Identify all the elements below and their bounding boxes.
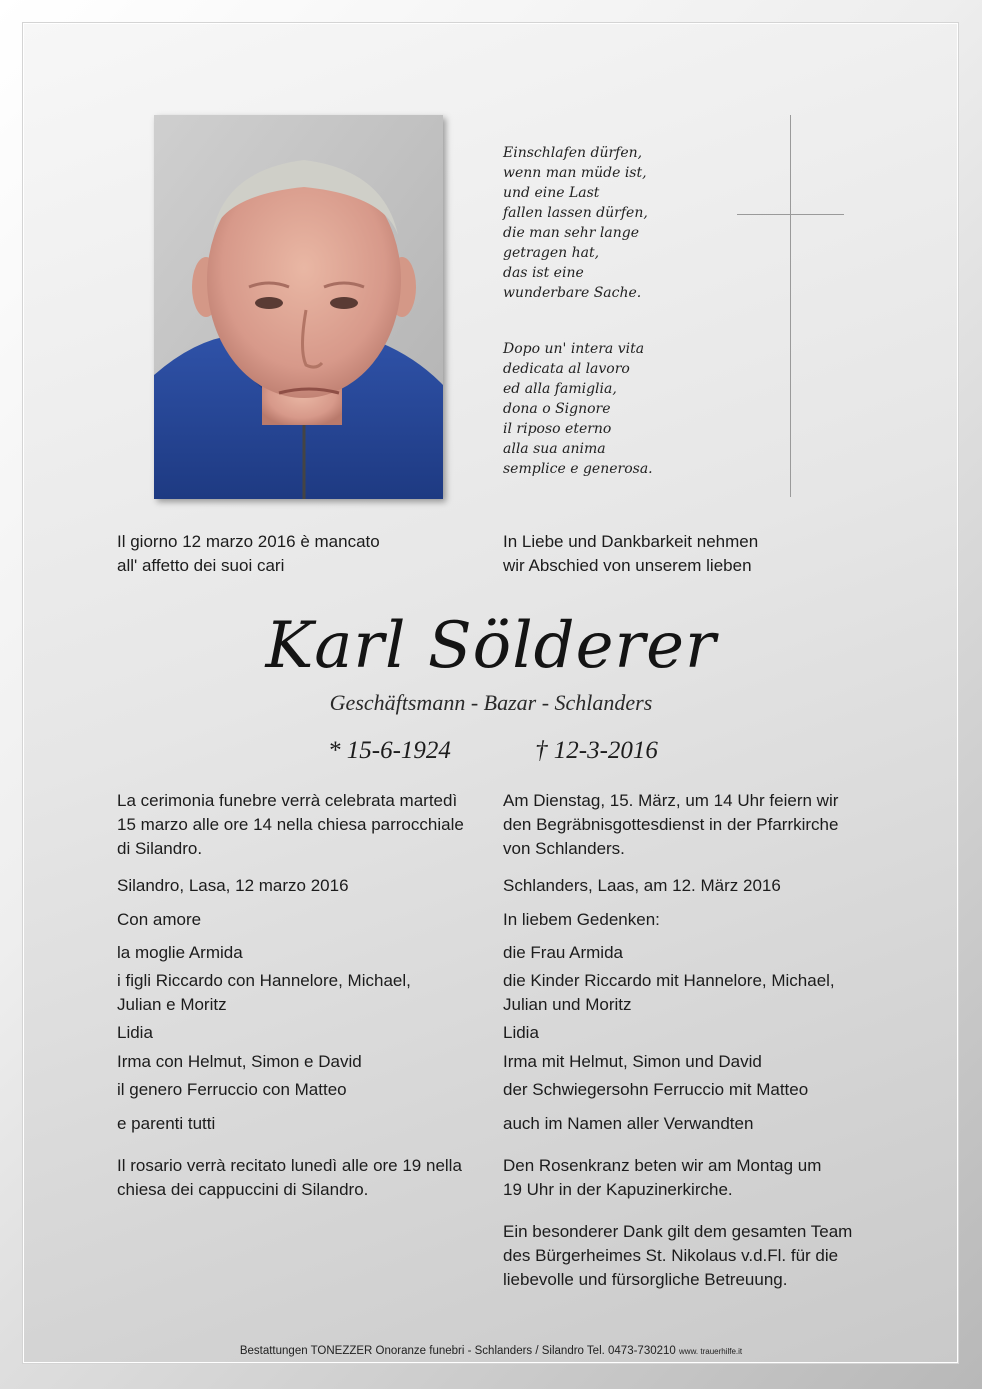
- portrait-photo: [154, 115, 443, 499]
- poem-line: getragen hat,: [503, 245, 600, 261]
- text-line: di Silandro.: [117, 839, 203, 858]
- text-line: Ein besonderer Dank gilt dem gesamten Team: [503, 1222, 853, 1241]
- poem-line: Einschlafen dürfen,: [503, 145, 643, 161]
- son-in-law-italian: il genero Ferruccio con Matteo: [117, 1080, 347, 1099]
- poem-line: und eine Last: [503, 185, 600, 201]
- intro-line: wir Abschied von unserem lieben: [503, 556, 752, 575]
- text-line: Julian e Moritz: [117, 995, 227, 1014]
- text-line: chiesa dei cappuccini di Silandro.: [117, 1180, 369, 1199]
- text-line: 19 Uhr in der Kapuzinerkirche.: [503, 1180, 733, 1199]
- greeting-italian: Con amore: [117, 910, 202, 929]
- text-line: die Kinder Riccardo mit Hannelore, Michael,: [503, 971, 835, 990]
- text-line: Julian und Moritz: [503, 995, 632, 1014]
- text-line: Am Dienstag, 15. März, um 14 Uhr feiern wir: [503, 791, 839, 810]
- text-line: den Begräbnisgottesdienst in der Pfarrkirche: [503, 815, 839, 834]
- wife-italian: la moglie Armida: [117, 943, 243, 962]
- poem-line: dedicata al lavoro: [503, 361, 630, 377]
- footer: [0, 1343, 982, 1360]
- son-in-law-german: der Schwiegersohn Ferruccio mit Matteo: [503, 1080, 809, 1099]
- poem-line: semplice e generosa.: [503, 461, 653, 477]
- text-line: des Bürgerheimes St. Nikolaus v.d.Fl. für die: [503, 1246, 839, 1265]
- ceremony-german: [503, 789, 838, 861]
- cross-icon-horizontal: [737, 214, 844, 215]
- relatives-german: auch im Namen aller Verwandten: [503, 1114, 754, 1133]
- deceased-name: Karl Sölderer: [265, 609, 717, 683]
- text-line: liebevolle und fürsorgliche Betreuung.: [503, 1270, 788, 1289]
- poem-line: Dopo un' intera vita: [503, 341, 645, 357]
- poem-line: il riposo eterno: [503, 421, 612, 437]
- place-date-german: Schlanders, Laas, am 12. März 2016: [503, 876, 781, 895]
- poem-line: alla sua anima: [503, 441, 606, 457]
- intro-german: [503, 530, 758, 578]
- relatives-italian: e parenti tutti: [117, 1114, 216, 1133]
- lidia-german: Lidia: [503, 1023, 539, 1042]
- intro-line: Il giorno 12 marzo 2016 è mancato: [117, 532, 380, 551]
- text-line: von Schlanders.: [503, 839, 625, 858]
- poem-german: [503, 143, 743, 303]
- irma-italian: Irma con Helmut, Simon e David: [117, 1052, 362, 1071]
- intro-italian: [117, 530, 380, 578]
- poem-line: fallen lassen dürfen,: [503, 205, 648, 221]
- intro-line: all' affetto dei suoi cari: [117, 556, 285, 575]
- poem-line: das ist eine: [503, 265, 584, 281]
- thanks-german: [503, 1220, 852, 1292]
- profession: Geschäftsmann - Bazar - Schlanders: [329, 690, 653, 715]
- death-date: † 12-3-2016: [535, 737, 658, 764]
- text-line: Il rosario verrà recitato lunedì alle ore 19 nella: [117, 1156, 462, 1175]
- rosary-german: [503, 1154, 821, 1202]
- poem-italian: [503, 339, 743, 479]
- portrait-image: [154, 115, 443, 499]
- cross-icon-vertical: [790, 115, 791, 497]
- children-italian: [117, 969, 411, 1017]
- poem-line: wunderbare Sache.: [503, 285, 642, 301]
- text-line: 15 marzo alle ore 14 nella chiesa parrocchiale: [117, 815, 464, 834]
- text-line: La cerimonia funebre verrà celebrata martedì: [117, 791, 458, 810]
- intro-line: In Liebe und Dankbarkeit nehmen: [503, 532, 759, 551]
- place-date-italian: Silandro, Lasa, 12 marzo 2016: [117, 876, 349, 895]
- rosary-italian: [117, 1154, 462, 1202]
- lidia-italian: Lidia: [117, 1023, 153, 1042]
- birth-date: * 15-6-1924: [328, 737, 451, 764]
- poem-line: wenn man müde ist,: [503, 165, 647, 181]
- footer-url: www. trauerhilfe.it: [679, 1347, 743, 1356]
- poem-line: die man sehr lange: [503, 225, 639, 241]
- greeting-german: In liebem Gedenken:: [503, 910, 660, 929]
- poem-line: ed alla famiglia,: [503, 381, 617, 397]
- poem-line: dona o Signore: [503, 401, 611, 417]
- text-line: Den Rosenkranz beten wir am Montag um: [503, 1156, 822, 1175]
- text-line: i figli Riccardo con Hannelore, Michael,: [117, 971, 411, 990]
- wife-german: die Frau Armida: [503, 943, 623, 962]
- footer-text: Bestattungen TONEZZER Onoranze funebri - Schlanders / Silandro Tel. 0473-730210: [239, 1345, 676, 1357]
- children-german: [503, 969, 835, 1017]
- ceremony-italian: [117, 789, 464, 861]
- irma-german: Irma mit Helmut, Simon und David: [503, 1052, 762, 1071]
